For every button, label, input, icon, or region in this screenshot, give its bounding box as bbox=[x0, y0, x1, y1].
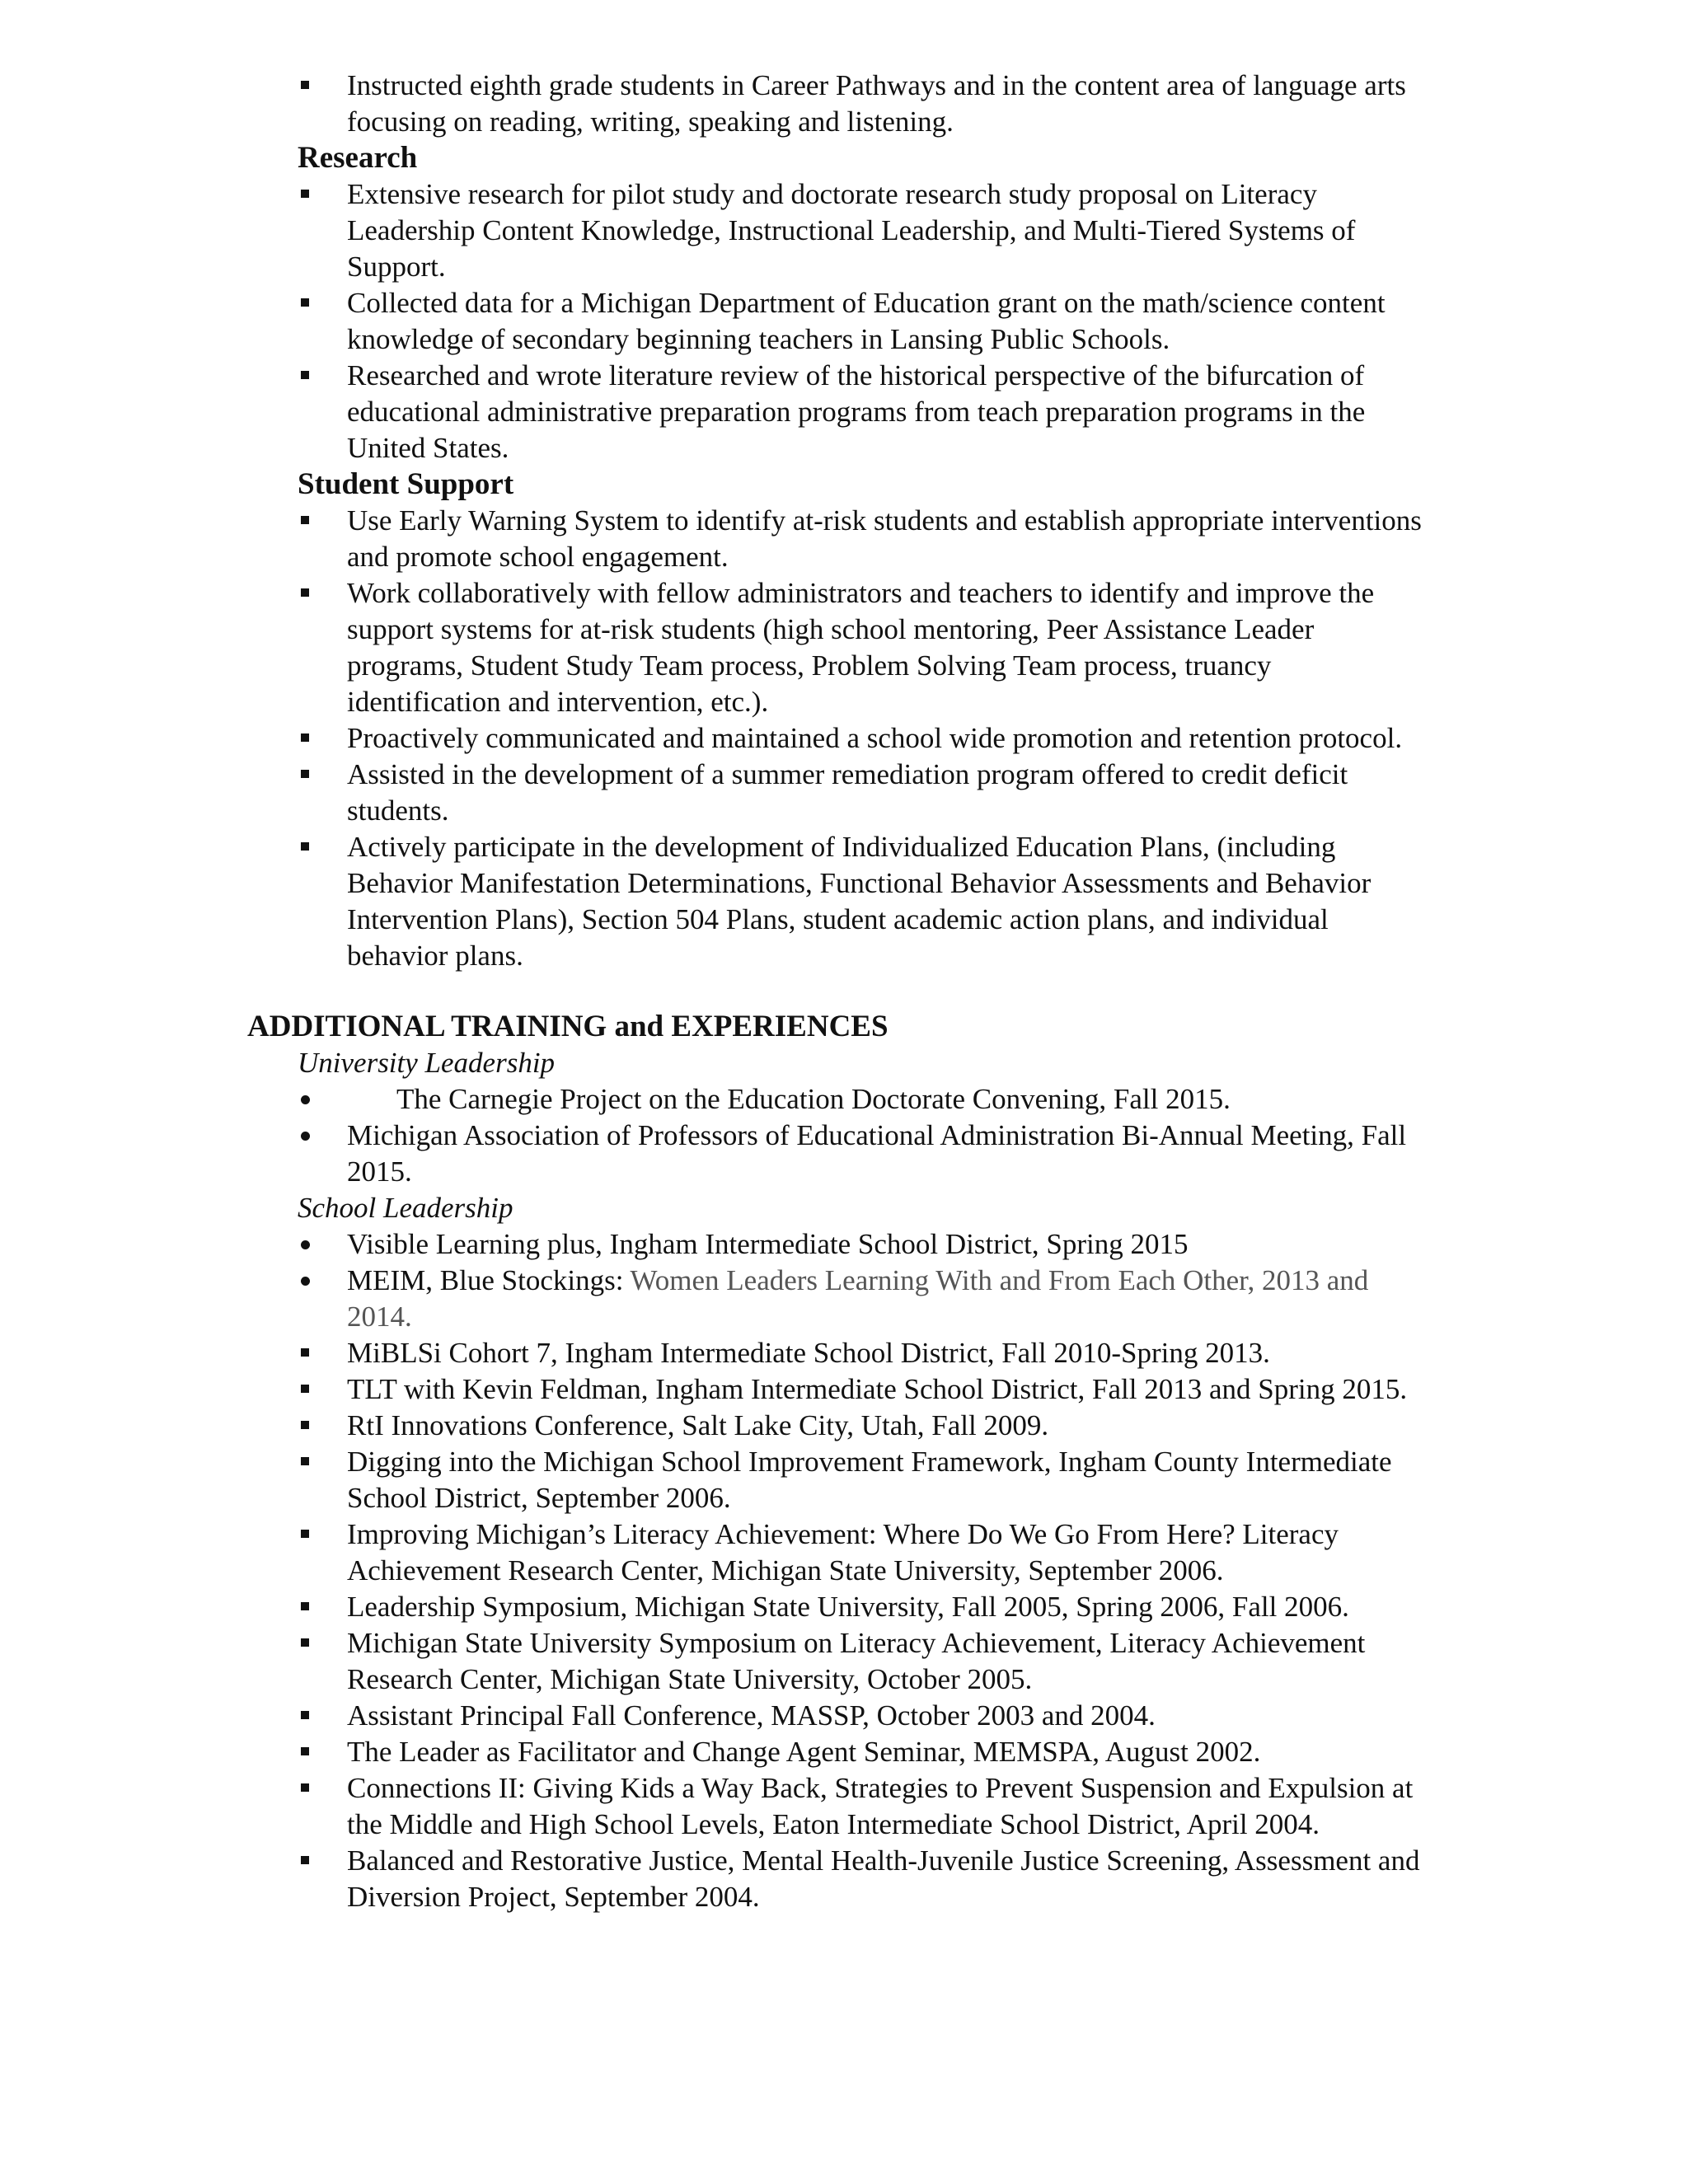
square-bullet-icon bbox=[298, 1698, 331, 1734]
list-item bbox=[247, 1118, 1426, 1190]
square-bullet-icon bbox=[298, 575, 331, 612]
resume-content bbox=[247, 68, 1426, 1915]
list-item bbox=[247, 1335, 1426, 1371]
list-item bbox=[247, 1226, 1426, 1263]
list-item bbox=[247, 1770, 1426, 1843]
list-item-text: Work collaboratively with fellow administrators and teachers to identify and improve the support systems for at-risk students (high school mentoring, Peer Assistance Leader programs, Student Study Team process, Problem Solving Team process, truancy identification and intervention, etc.). bbox=[347, 577, 1375, 718]
additional-training-heading: ADDITIONAL TRAINING and EXPERIENCES bbox=[247, 1010, 889, 1043]
list-item-text: Connections II: Giving Kids a Way Back, Strategies to Prevent Suspension and Expulsion at the Middle and High School Levels, Eaton Intermediate School District, April 2004. bbox=[347, 1772, 1414, 1840]
list-item-text: The Leader as Facilitator and Change Agent Seminar, MEMSPA, August 2002. bbox=[347, 1736, 1261, 1768]
list-item bbox=[247, 503, 1426, 575]
list-item-text: Instructed eighth grade students in Career Pathways and in the content area of language arts focusing on reading, writing, speaking and listening. bbox=[347, 69, 1406, 138]
list-item bbox=[247, 285, 1426, 358]
list-item bbox=[247, 358, 1426, 466]
list-item bbox=[247, 1263, 1426, 1335]
square-bullet-icon bbox=[298, 1335, 331, 1371]
list-item bbox=[247, 1408, 1426, 1444]
round-bullet-icon bbox=[298, 1226, 331, 1263]
square-bullet-icon bbox=[298, 757, 331, 793]
student-support-heading: Student Support bbox=[298, 467, 514, 501]
list-item-text: TLT with Kevin Feldman, Ingham Intermediate School District, Fall 2013 and Spring 2015. bbox=[347, 1373, 1408, 1405]
list-item-text: Improving Michigan’s Literacy Achievement: Where Do We Go From Here? Literacy Achievement Research Center, Michigan State University, September 2006. bbox=[347, 1518, 1339, 1586]
square-bullet-icon bbox=[298, 176, 331, 213]
list-item-text: Balanced and Restorative Justice, Mental Health-Juvenile Justice Screening, Assessment and Diversion Project, September 2004. bbox=[347, 1844, 1420, 1913]
university-leadership-label: University Leadership bbox=[298, 1047, 556, 1079]
list-item-text: Michigan Association of Professors of Educational Administration Bi-Annual Meeting, Fall 2015. bbox=[347, 1119, 1407, 1188]
list-item bbox=[247, 176, 1426, 285]
square-bullet-icon bbox=[298, 1444, 331, 1480]
list-item-text: Leadership Symposium, Michigan State University, Fall 2005, Spring 2006, Fall 2006. bbox=[347, 1591, 1349, 1623]
list-item bbox=[247, 1371, 1426, 1408]
list-item bbox=[247, 575, 1426, 720]
list-item-text: Extensive research for pilot study and doctorate research study proposal on Literacy Leadership Content Knowledge, Instructional Leadership, and Multi-Tiered Systems of Support. bbox=[347, 178, 1356, 283]
list-item-text: Collected data for a Michigan Department of Education grant on the math/science content knowledge of secondary beginning teachers in Lansing Public Schools. bbox=[347, 287, 1386, 355]
meim-prefix: MEIM, Blue Stockings: bbox=[347, 1264, 631, 1296]
list-item-text: Digging into the Michigan School Improvement Framework, Ingham County Intermediate School District, September 2006. bbox=[347, 1446, 1392, 1514]
square-bullet-icon bbox=[298, 503, 331, 539]
list-item bbox=[247, 1081, 1426, 1118]
square-bullet-icon bbox=[298, 720, 331, 757]
list-item-text: Proactively communicated and maintained a school wide promotion and retention protocol. bbox=[347, 722, 1403, 754]
school-leadership-label: School Leadership bbox=[298, 1192, 513, 1224]
list-item-text: RtI Innovations Conference, Salt Lake City, Utah, Fall 2009. bbox=[347, 1409, 1049, 1441]
research-list bbox=[247, 176, 1426, 466]
round-bullet-icon bbox=[298, 1081, 331, 1118]
round-bullet-icon bbox=[298, 1118, 331, 1154]
square-bullet-icon bbox=[298, 358, 331, 394]
intro-list bbox=[247, 68, 1426, 140]
square-bullet-icon bbox=[298, 285, 331, 321]
list-item bbox=[247, 720, 1426, 757]
list-item bbox=[247, 1516, 1426, 1589]
research-heading: Research bbox=[298, 141, 418, 175]
square-bullet-icon bbox=[298, 1408, 331, 1444]
square-bullet-icon bbox=[298, 829, 331, 865]
square-bullet-icon bbox=[298, 68, 331, 104]
square-bullet-icon bbox=[298, 1625, 331, 1661]
list-item-text: Assisted in the development of a summer remediation program offered to credit deficit students. bbox=[347, 758, 1348, 827]
list-item bbox=[247, 1589, 1426, 1625]
list-item-text: The Carnegie Project on the Education Doctorate Convening, Fall 2015. bbox=[396, 1083, 1231, 1115]
list-item bbox=[247, 1698, 1426, 1734]
list-item-text: Researched and wrote literature review of the historical perspective of the bifurcation of educational administrative preparation programs from teach preparation programs in the United States. bbox=[347, 359, 1366, 464]
square-bullet-icon bbox=[298, 1516, 331, 1553]
list-item-text: Use Early Warning System to identify at-risk students and establish appropriate interventions and promote school engagement. bbox=[347, 504, 1422, 573]
square-bullet-icon bbox=[298, 1589, 331, 1625]
list-item bbox=[247, 757, 1426, 829]
list-item-text: Michigan State University Symposium on Literacy Achievement, Literacy Achievement Research Center, Michigan State University, October 2005. bbox=[347, 1627, 1366, 1695]
list-item-text: Visible Learning plus, Ingham Intermediate School District, Spring 2015 bbox=[347, 1228, 1189, 1260]
square-bullet-icon bbox=[298, 1734, 331, 1770]
list-item bbox=[247, 68, 1426, 140]
list-item-text: Assistant Principal Fall Conference, MASSP, October 2003 and 2004. bbox=[347, 1699, 1156, 1732]
square-bullet-icon bbox=[298, 1371, 331, 1408]
list-item-text: Actively participate in the development of Individualized Education Plans, (including Behavior Manifestation Determinations, Functional Behavior Assessments and Behavior Intervention Plans), Section 504 Plans, student academic action plans, and individual behavior plans. bbox=[347, 831, 1372, 972]
round-bullet-icon bbox=[298, 1263, 331, 1299]
school-leadership-list bbox=[247, 1226, 1426, 1915]
list-item bbox=[247, 1444, 1426, 1516]
student-support-list bbox=[247, 503, 1426, 974]
list-item bbox=[247, 1734, 1426, 1770]
meim-title: Women Leaders Learning With and From Each Other, 2013 and 2014. bbox=[347, 1264, 1369, 1333]
list-item bbox=[247, 829, 1426, 974]
list-item bbox=[247, 1843, 1426, 1915]
university-leadership-list bbox=[247, 1081, 1426, 1190]
square-bullet-icon bbox=[298, 1843, 331, 1879]
square-bullet-icon bbox=[298, 1770, 331, 1807]
list-item-text: MiBLSi Cohort 7, Ingham Intermediate School District, Fall 2010-Spring 2013. bbox=[347, 1337, 1270, 1369]
list-item bbox=[247, 1625, 1426, 1698]
